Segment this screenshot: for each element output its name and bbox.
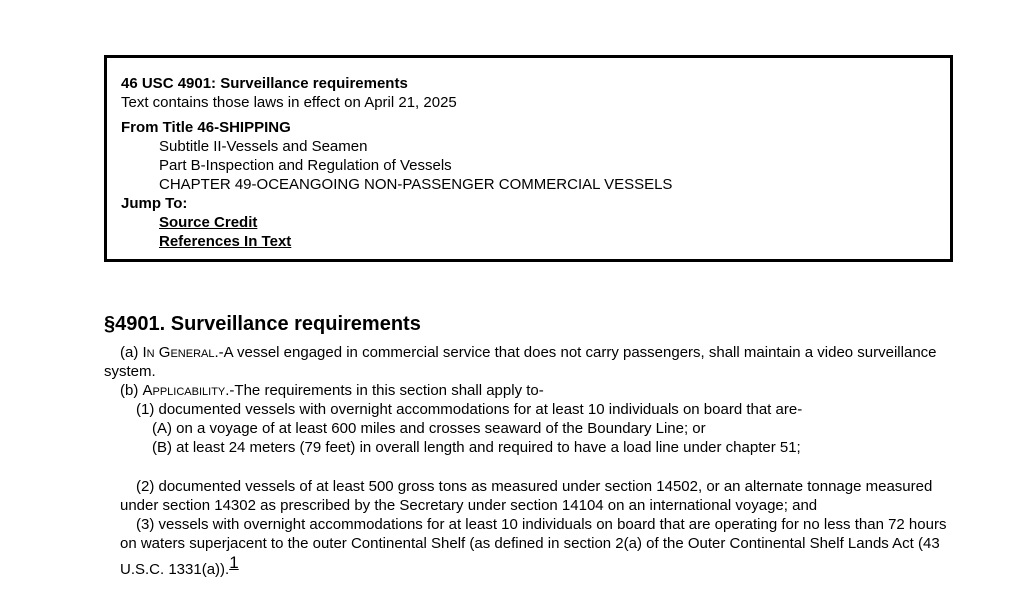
- document-header-box: [104, 55, 953, 262]
- subsection-a: [104, 343, 964, 381]
- subsection-a-heading: In General: [142, 344, 215, 361]
- effective-date-text: Text contains those laws in effect on April 21, 2025: [121, 94, 457, 111]
- references-in-text-link[interactable]: References In Text: [159, 233, 292, 250]
- section-title: §4901. Surveillance requirements: [104, 313, 421, 335]
- paragraph-2: (2) documented vessels of at least 500 gross tons as measured under section 14502, or an alternate tonnage measured under section 14302 as prescribed by the Secretary under section 14104 on an international voyage; and: [120, 478, 933, 514]
- citation-heading: 46 USC 4901: Surveillance requirements: [121, 75, 408, 92]
- subtitle-line: Subtitle II-Vessels and Seamen: [159, 138, 368, 155]
- part-line: Part B-Inspection and Regulation of Vessels: [159, 157, 452, 174]
- subsection-b-heading: Applicability: [142, 382, 226, 399]
- subsection-b-prefix: (b): [120, 382, 143, 399]
- paragraph-3-text: (3) vessels with overnight accommodations for at least 10 individuals on board that are operating for no less than 72 hours on waters superjacent to the outer Continental Shelf (as defined in section 2(a) of the Outer Continental Shelf Lands Act (43 U.S.C. 1331(a)).: [120, 516, 947, 578]
- jump-to-label: Jump To:: [121, 195, 188, 212]
- paragraph-3: [104, 515, 964, 579]
- subparagraph-a: (A) on a voyage of at least 600 miles and crosses seaward of the Boundary Line; or: [152, 420, 706, 437]
- subsection-b-text: .-The requirements in this section shall apply to-: [225, 382, 544, 399]
- section-body: [104, 343, 964, 579]
- jump-link-row-source-credit: [121, 213, 950, 232]
- subsection-a-prefix: (a): [120, 344, 143, 361]
- footnote-link[interactable]: 1: [229, 553, 239, 572]
- title-heading: From Title 46-SHIPPING: [121, 119, 291, 136]
- source-credit-link[interactable]: Source Credit: [159, 214, 258, 231]
- subparagraph-b: (B) at least 24 meters (79 feet) in overall length and required to have a load line under chapter 51;: [152, 439, 801, 456]
- subsection-a-text: .-A vessel engaged in commercial service that does not carry passengers, shall maintain a video surveillance system.: [104, 344, 937, 380]
- jump-link-row-references: [121, 232, 950, 251]
- paragraph-1: (1) documented vessels with overnight accommodations for at least 10 individuals on board that are-: [136, 401, 803, 418]
- chapter-line: CHAPTER 49-OCEANGOING NON-PASSENGER COMMERCIAL VESSELS: [159, 176, 673, 193]
- subsection-b: [104, 381, 964, 400]
